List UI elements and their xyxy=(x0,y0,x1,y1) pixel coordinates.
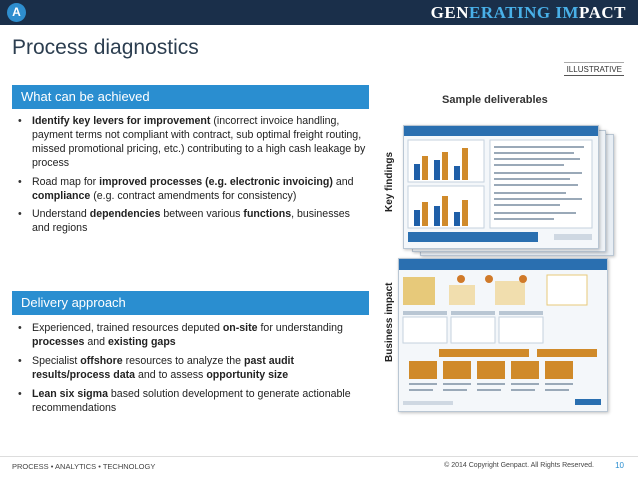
page-title: Process diagnostics xyxy=(12,36,199,59)
bullet-text: offshore xyxy=(80,354,123,367)
delivery-heading: Delivery approach xyxy=(12,291,369,315)
bullet-text: Identify key levers for improvement xyxy=(32,115,211,127)
bullet-text: dependencies xyxy=(89,208,161,221)
illustrative-tag: ILLUSTRATIVE xyxy=(564,62,624,76)
bullet-item xyxy=(16,115,366,171)
bullet-item xyxy=(16,355,366,383)
brand-logo: GENERATING IMPACT xyxy=(430,3,626,22)
key-findings-slide-image xyxy=(404,126,598,248)
bullet-text: Road map for xyxy=(32,175,100,188)
business-impact-label: Business impact xyxy=(384,282,395,362)
bullet-text: (incorrect invoice handling, payment terms not compliant with contract, sub optimal freight routing, missed promotional pricing, etc.) contributing to a high cash leakage by process xyxy=(32,115,366,169)
bullet-text: based solution development to generate actionable recommendations xyxy=(32,387,351,414)
sample-deliverables-heading: Sample deliverables xyxy=(442,94,548,106)
bullet-text: and xyxy=(84,335,108,348)
bullet-text: between various xyxy=(160,208,244,221)
footer-divider xyxy=(0,456,638,457)
section-badge: A xyxy=(7,3,26,22)
bullet-text: Experienced, trained resources deputed xyxy=(32,322,223,334)
bullet-item xyxy=(16,388,366,416)
bullet-text: , businesses and regions xyxy=(32,208,350,235)
bullet-text: and to assess xyxy=(135,368,207,381)
achieve-bullet-list xyxy=(16,115,366,241)
footer-tagline: PROCESS • ANALYTICS • TECHNOLOGY xyxy=(12,462,156,471)
bullet-text: past audit results/process data xyxy=(32,354,295,381)
delivery-bullet-list xyxy=(16,322,366,420)
bullet-text: opportunity size xyxy=(206,368,289,381)
bullet-text: compliance xyxy=(32,189,91,202)
bullet-text: on-site xyxy=(222,322,258,334)
key-findings-label: Key findings xyxy=(384,151,395,212)
bullet-text: Specialist xyxy=(32,354,81,367)
bullet-text: resources to analyze the xyxy=(122,354,244,367)
bullet-text: Understand xyxy=(32,208,90,221)
page-number: 10 xyxy=(615,461,624,470)
business-impact-slide-image xyxy=(399,259,607,411)
bullet-text: and xyxy=(332,175,354,188)
top-bar xyxy=(0,0,638,25)
bullet-text: (e.g. contract amendments for consistency) xyxy=(90,189,297,202)
bullet-item xyxy=(16,322,366,350)
bullet-item xyxy=(16,176,366,204)
achieve-heading: What can be achieved xyxy=(12,85,369,109)
bullet-text: existing gaps xyxy=(107,335,176,348)
business-impact-thumbnail xyxy=(398,258,608,412)
bullet-text: Lean six sigma xyxy=(32,387,108,400)
bullet-text: functions xyxy=(243,208,292,221)
bullet-text: improved processes (e.g. electronic invoicing) xyxy=(99,175,333,188)
bullet-text: processes xyxy=(32,335,85,348)
bullet-text: for understanding xyxy=(257,322,343,334)
copyright-text: © 2014 Copyright Genpact. All Rights Reserved. xyxy=(444,462,594,469)
bullet-item xyxy=(16,208,366,236)
